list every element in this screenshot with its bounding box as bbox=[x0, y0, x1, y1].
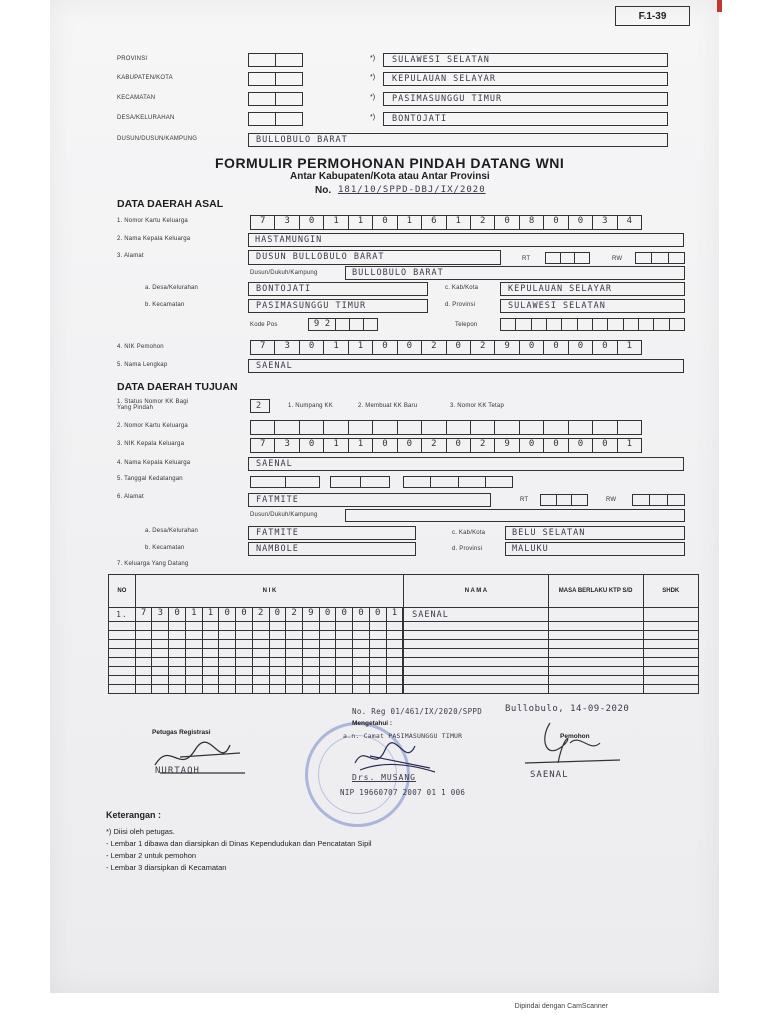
number-label: No. bbox=[315, 185, 332, 196]
digit-cell: 2 bbox=[422, 341, 446, 354]
digit-cell: 1 bbox=[349, 341, 373, 354]
asal-nama-value: SAENAL bbox=[256, 361, 293, 371]
empty-cell bbox=[135, 667, 403, 676]
empty-cell bbox=[404, 685, 548, 694]
empty-cell bbox=[109, 685, 136, 694]
table-row bbox=[109, 640, 699, 649]
col-nama: N A M A bbox=[404, 575, 548, 608]
tujuan-kk-label: 2. Nomor Kartu Keluarga bbox=[117, 423, 188, 429]
asal-telepon-cells bbox=[500, 318, 685, 331]
digit-cell: 1 bbox=[324, 439, 348, 452]
asal-prov-label: d. Provinsi bbox=[445, 302, 476, 308]
digit-cell: 0 bbox=[353, 608, 370, 621]
asal-desa-label: a. Desa/Kelurahan bbox=[145, 285, 199, 291]
tujuan-prov-label: d. Provinsi bbox=[452, 546, 483, 552]
col-nik: N I K bbox=[135, 575, 403, 608]
asal-rw-cells bbox=[635, 252, 685, 264]
asal-dusun-value: BULLOBULO BARAT bbox=[352, 268, 444, 278]
digit-cell: 0 bbox=[520, 439, 544, 452]
empty-cell bbox=[135, 685, 403, 694]
asal-kec-label: b. Kecamatan bbox=[145, 302, 185, 308]
digit-cell: 0 bbox=[447, 341, 471, 354]
tujuan-desa-label: a. Desa/Kelurahan bbox=[145, 528, 199, 534]
empty-cell bbox=[643, 658, 698, 667]
header-field-label: KECAMATAN bbox=[117, 95, 156, 101]
header-field-label: DESA/KELURAHAN bbox=[117, 115, 175, 121]
empty-cell bbox=[135, 631, 403, 640]
empty-cell bbox=[548, 631, 643, 640]
digit-cell: 7 bbox=[251, 341, 275, 354]
empty-cell bbox=[643, 622, 698, 631]
digit-cell: 0 bbox=[495, 216, 519, 229]
table-row bbox=[109, 667, 699, 676]
empty-cell bbox=[109, 658, 136, 667]
digit-cell: 1 bbox=[398, 216, 422, 229]
asal-kodepos-cells bbox=[308, 318, 378, 331]
digit-cell: 2 bbox=[422, 439, 446, 452]
row-masa bbox=[548, 608, 643, 622]
number-value: 181/10/SPPD-DBJ/IX/2020 bbox=[338, 185, 486, 195]
section-asal-heading: DATA DAERAH ASAL bbox=[117, 198, 224, 210]
camat-nip: NIP 19660707 2007 01 1 006 bbox=[340, 788, 466, 797]
tujuan-kk-cells bbox=[250, 420, 642, 435]
empty-cell bbox=[404, 676, 548, 685]
note-line: *) Diisi oleh petugas. bbox=[106, 827, 175, 836]
tujuan-tanggal-month bbox=[330, 476, 390, 488]
header-asterisk: *) bbox=[370, 94, 376, 101]
table-row bbox=[109, 622, 699, 631]
digit-cell: 6 bbox=[422, 216, 446, 229]
digit-cell: 0 bbox=[373, 341, 397, 354]
asal-kk-label: 1. Nomor Kartu Keluarga bbox=[117, 218, 188, 224]
table-row bbox=[109, 676, 699, 685]
empty-cell bbox=[643, 640, 698, 649]
row-nama: SAENAL bbox=[404, 608, 548, 622]
scanner-watermark: Dipindai dengan CamScanner bbox=[514, 1003, 608, 1010]
tujuan-desa-value: FATMITE bbox=[256, 528, 299, 538]
place-date: Bullobulo, 14-09-2020 bbox=[505, 704, 630, 714]
empty-cell bbox=[109, 676, 136, 685]
tujuan-tanggal-day bbox=[250, 476, 320, 488]
digit-cell: 3 bbox=[275, 341, 299, 354]
tujuan-status-opt3: 3. Nomor KK Tetap bbox=[450, 403, 504, 409]
asal-kepala-label: 2. Nama Kepala Keluarga bbox=[117, 236, 191, 242]
asal-kec-value: PASIMASUNGGU TIMUR bbox=[256, 301, 367, 311]
tujuan-rw-label: RW bbox=[606, 497, 617, 503]
asal-alamat-value: DUSUN BULLOBULO BARAT bbox=[256, 252, 385, 262]
digit-cell: 2 bbox=[471, 216, 495, 229]
digit-cell: 0 bbox=[544, 216, 568, 229]
note-line: - Lembar 1 dibawa dan diarsipkan di Dinas Kependudukan dan Pencatatan Sipil bbox=[106, 839, 372, 848]
tujuan-nama-kepala-label: 4. Nama Kepala Keluarga bbox=[117, 460, 191, 466]
digit-cell: 0 bbox=[300, 341, 324, 354]
header-asterisk: *) bbox=[370, 74, 376, 81]
header-field-value: BULLOBULO BARAT bbox=[256, 135, 348, 145]
asal-rt-label: RT bbox=[522, 256, 531, 262]
digit-cell: 3 bbox=[275, 439, 299, 452]
empty-cell bbox=[404, 667, 548, 676]
tujuan-kec-value: NAMBOLE bbox=[256, 544, 299, 554]
pemohon-signature bbox=[520, 718, 630, 773]
asal-dusun-label: Dusun/Dukuh/Kampung bbox=[250, 270, 318, 276]
digit-cell: 0 bbox=[336, 608, 353, 621]
mengetahui-label: Mengetahui : bbox=[352, 720, 393, 727]
digit-cell: 1 bbox=[203, 608, 220, 621]
empty-cell bbox=[404, 640, 548, 649]
digit-cell: 0 bbox=[370, 608, 387, 621]
digit-cell: 1 bbox=[447, 216, 471, 229]
tujuan-rt-cells bbox=[540, 494, 588, 506]
header-field-value: SULAWESI SELATAN bbox=[392, 55, 490, 65]
tujuan-prov-value: MALUKU bbox=[512, 544, 549, 554]
petugas-signature bbox=[150, 735, 260, 780]
empty-cell bbox=[404, 649, 548, 658]
digit-cell: 0 bbox=[300, 439, 324, 452]
notes-list bbox=[106, 826, 372, 874]
header-field-label: KABUPATEN/KOTA bbox=[117, 75, 173, 81]
digit-cell: 0 bbox=[373, 216, 397, 229]
digit-cell: 0 bbox=[593, 439, 617, 452]
empty-cell bbox=[109, 649, 136, 658]
col-masa-berlaku: MASA BERLAKU KTP S/D bbox=[548, 575, 643, 608]
digit-cell: 2 bbox=[471, 439, 495, 452]
tujuan-alamat-label: 6. Alamat bbox=[117, 494, 144, 500]
digit-cell: 0 bbox=[236, 608, 253, 621]
digit-cell: 0 bbox=[569, 439, 593, 452]
header-asterisk: *) bbox=[370, 114, 376, 121]
table-row bbox=[109, 649, 699, 658]
asal-telepon-label: Telepon bbox=[455, 322, 478, 328]
empty-cell bbox=[643, 676, 698, 685]
digit-cell: 9 bbox=[495, 341, 519, 354]
digit-cell: 3 bbox=[152, 608, 169, 621]
header-code-cells bbox=[248, 112, 303, 126]
digit-cell: 1 bbox=[324, 341, 348, 354]
empty-cell bbox=[643, 667, 698, 676]
notes-title: Keterangan : bbox=[106, 810, 162, 820]
asal-kepala-value: HASTAMUNGIN bbox=[255, 235, 323, 245]
camat-line: a.n. Camat PASIMASUNGGU TIMUR bbox=[343, 732, 463, 740]
tujuan-status-opt1: 1. Numpang KK bbox=[288, 403, 333, 409]
tujuan-dusun-label: Dusun/Dukuh/Kampung bbox=[250, 512, 318, 518]
row-nik bbox=[135, 608, 403, 622]
digit-cell: 1 bbox=[626, 439, 632, 449]
empty-cell bbox=[109, 631, 136, 640]
tujuan-rw-cells bbox=[632, 494, 685, 506]
tujuan-kabkota-label: c. Kab/Kota bbox=[452, 530, 486, 536]
empty-cell bbox=[109, 667, 136, 676]
tujuan-status-label: 1. Status Nomor KK Bagi Yang Pindah bbox=[117, 399, 189, 411]
empty-cell bbox=[135, 649, 403, 658]
note-line: - Lembar 3 diarsipkan di Kecamatan bbox=[106, 863, 227, 872]
petugas-label: Petugas Registrasi bbox=[152, 729, 211, 736]
header-code-cells bbox=[248, 72, 303, 86]
digit-cell: 2 bbox=[471, 341, 495, 354]
header-field-label: DUSUN/DUSUN/KAMPUNG bbox=[117, 136, 198, 142]
camat-name: Drs. MUSANG bbox=[352, 773, 416, 782]
empty-cell bbox=[548, 649, 643, 658]
table-row bbox=[109, 658, 699, 667]
digit-cell: 0 bbox=[320, 608, 337, 621]
empty-cell bbox=[548, 640, 643, 649]
asal-rt-cells bbox=[545, 252, 590, 264]
form-title: FORMULIR PERMOHONAN PINDAH DATANG WNI bbox=[215, 155, 565, 171]
empty-cell bbox=[548, 685, 643, 694]
digit-cell: 0 bbox=[398, 439, 422, 452]
digit-cell: 0 bbox=[219, 608, 236, 621]
tujuan-tanggal-label: 5. Tanggal Kedatangan bbox=[117, 476, 183, 482]
empty-cell bbox=[404, 658, 548, 667]
table-row bbox=[109, 608, 699, 622]
empty-cell bbox=[135, 622, 403, 631]
empty-cell bbox=[643, 649, 698, 658]
page-edge-mark bbox=[717, 0, 722, 12]
tujuan-rt-label: RT bbox=[520, 497, 529, 503]
col-no: NO bbox=[109, 575, 136, 608]
digit-cell: 9 bbox=[495, 439, 519, 452]
empty-cell bbox=[135, 658, 403, 667]
form-subtitle: Antar Kabupaten/Kota atau Antar Provinsi bbox=[290, 171, 490, 182]
tujuan-keluarga-label: 7. Keluarga Yang Datang bbox=[117, 561, 189, 567]
digit-cell: 0 bbox=[447, 439, 471, 452]
digit-cell: 7 bbox=[251, 439, 275, 452]
digit-cell: 7 bbox=[136, 608, 153, 621]
section-tujuan-heading: DATA DAERAH TUJUAN bbox=[117, 381, 238, 393]
empty-cell bbox=[135, 676, 403, 685]
form-code: F.1-39 bbox=[615, 6, 690, 26]
digit-cell: 2 bbox=[253, 608, 270, 621]
col-shdk: SHDK bbox=[643, 575, 698, 608]
tujuan-nama-kepala-box bbox=[248, 457, 684, 471]
table-row bbox=[109, 631, 699, 640]
digit-cell: 1 bbox=[387, 608, 404, 621]
asal-desa-value: BONTOJATI bbox=[256, 284, 312, 294]
digit-cell: 0 bbox=[593, 341, 617, 354]
header-field-value: KEPULAUAN SELAYAR bbox=[392, 74, 496, 84]
digit-cell: 1 bbox=[349, 439, 373, 452]
asal-kabkota-value: KEPULAUAN SELAYAR bbox=[508, 284, 612, 294]
tujuan-status-opt2: 2. Membuat KK Baru bbox=[358, 403, 418, 409]
asal-prov-value: SULAWESI SELATAN bbox=[508, 301, 606, 311]
digit-cell: 0 bbox=[398, 341, 422, 354]
header-code-cells bbox=[248, 92, 303, 106]
digit-cell: 1 bbox=[324, 216, 348, 229]
empty-cell bbox=[109, 640, 136, 649]
empty-cell bbox=[109, 622, 136, 631]
digit-cell: 0 bbox=[169, 608, 186, 621]
digit-cell: 0 bbox=[373, 439, 397, 452]
asal-alamat-label: 3. Alamat bbox=[117, 253, 144, 259]
keluarga-table bbox=[108, 574, 699, 694]
tujuan-nama-kepala-value: SAENAL bbox=[256, 459, 293, 469]
digit-cell: 3 bbox=[593, 216, 617, 229]
header-field-value: PASIMASUNGGU TIMUR bbox=[392, 94, 503, 104]
empty-cell bbox=[135, 640, 403, 649]
tujuan-tanggal-year bbox=[403, 476, 513, 488]
digit-cell: 0 bbox=[300, 216, 324, 229]
row-shdk bbox=[643, 608, 698, 622]
empty-cell bbox=[548, 667, 643, 676]
pemohon-label: Pemohon bbox=[560, 733, 590, 740]
tujuan-dusun-box bbox=[345, 509, 685, 522]
empty-cell bbox=[548, 658, 643, 667]
tujuan-nik-kepala-label: 3. NIK Kepala Keluarga bbox=[117, 441, 185, 447]
empty-cell bbox=[643, 631, 698, 640]
asal-nik-label: 4. NIK Pemohon bbox=[117, 344, 164, 350]
asal-rw-label: RW bbox=[612, 256, 623, 262]
asal-kk-cells bbox=[250, 215, 642, 230]
header-field-label: PROVINSI bbox=[117, 56, 148, 62]
asal-kodepos-value: 9 2 bbox=[309, 319, 336, 330]
empty-cell bbox=[548, 622, 643, 631]
digit-cell: 2 bbox=[286, 608, 303, 621]
digit-cell: 1 bbox=[626, 341, 632, 351]
asal-kodepos-label: Kode Pos bbox=[250, 322, 278, 328]
asal-nama-label: 5. Nama Lengkap bbox=[117, 362, 168, 368]
tujuan-status-value: 2 bbox=[256, 401, 263, 411]
reg-number: No. Reg 01/461/IX/2020/SPPD bbox=[352, 707, 483, 716]
digit-cell: 3 bbox=[275, 216, 299, 229]
digit-cell: 1 bbox=[349, 216, 373, 229]
digit-cell: 4 bbox=[626, 216, 632, 226]
digit-cell: 1 bbox=[186, 608, 203, 621]
header-asterisk: *) bbox=[370, 55, 376, 62]
digit-cell: 0 bbox=[270, 608, 287, 621]
empty-cell bbox=[404, 631, 548, 640]
asal-nik-cells bbox=[250, 340, 642, 355]
empty-cell bbox=[548, 676, 643, 685]
pemohon-name: SAENAL bbox=[530, 770, 569, 780]
digit-cell: 0 bbox=[544, 341, 568, 354]
tujuan-kabkota-value: BELU SELATAN bbox=[512, 528, 586, 538]
asal-nama-box bbox=[248, 359, 684, 373]
digit-cell: 0 bbox=[544, 439, 568, 452]
tujuan-kec-label: b. Kecamatan bbox=[145, 545, 185, 551]
digit-cell: 9 bbox=[303, 608, 320, 621]
empty-cell bbox=[404, 622, 548, 631]
tujuan-alamat-value: FATMITE bbox=[256, 495, 299, 505]
header-code-cells bbox=[248, 53, 303, 67]
header-field-value: BONTOJATI bbox=[392, 114, 448, 124]
camat-signature bbox=[350, 738, 440, 778]
row-no: 1. bbox=[109, 608, 136, 622]
note-line: - Lembar 2 untuk pemohon bbox=[106, 851, 197, 860]
petugas-name: NURTAQH bbox=[155, 766, 200, 776]
table-row bbox=[109, 685, 699, 694]
digit-cell: 8 bbox=[520, 216, 544, 229]
digit-cell: 0 bbox=[569, 216, 593, 229]
digit-cell: 7 bbox=[251, 216, 275, 229]
empty-cell bbox=[643, 685, 698, 694]
tujuan-nik-kepala-cells bbox=[250, 438, 642, 453]
digit-cell: 0 bbox=[520, 341, 544, 354]
asal-kabkota-label: c. Kab/Kota bbox=[445, 285, 479, 291]
digit-cell: 0 bbox=[569, 341, 593, 354]
